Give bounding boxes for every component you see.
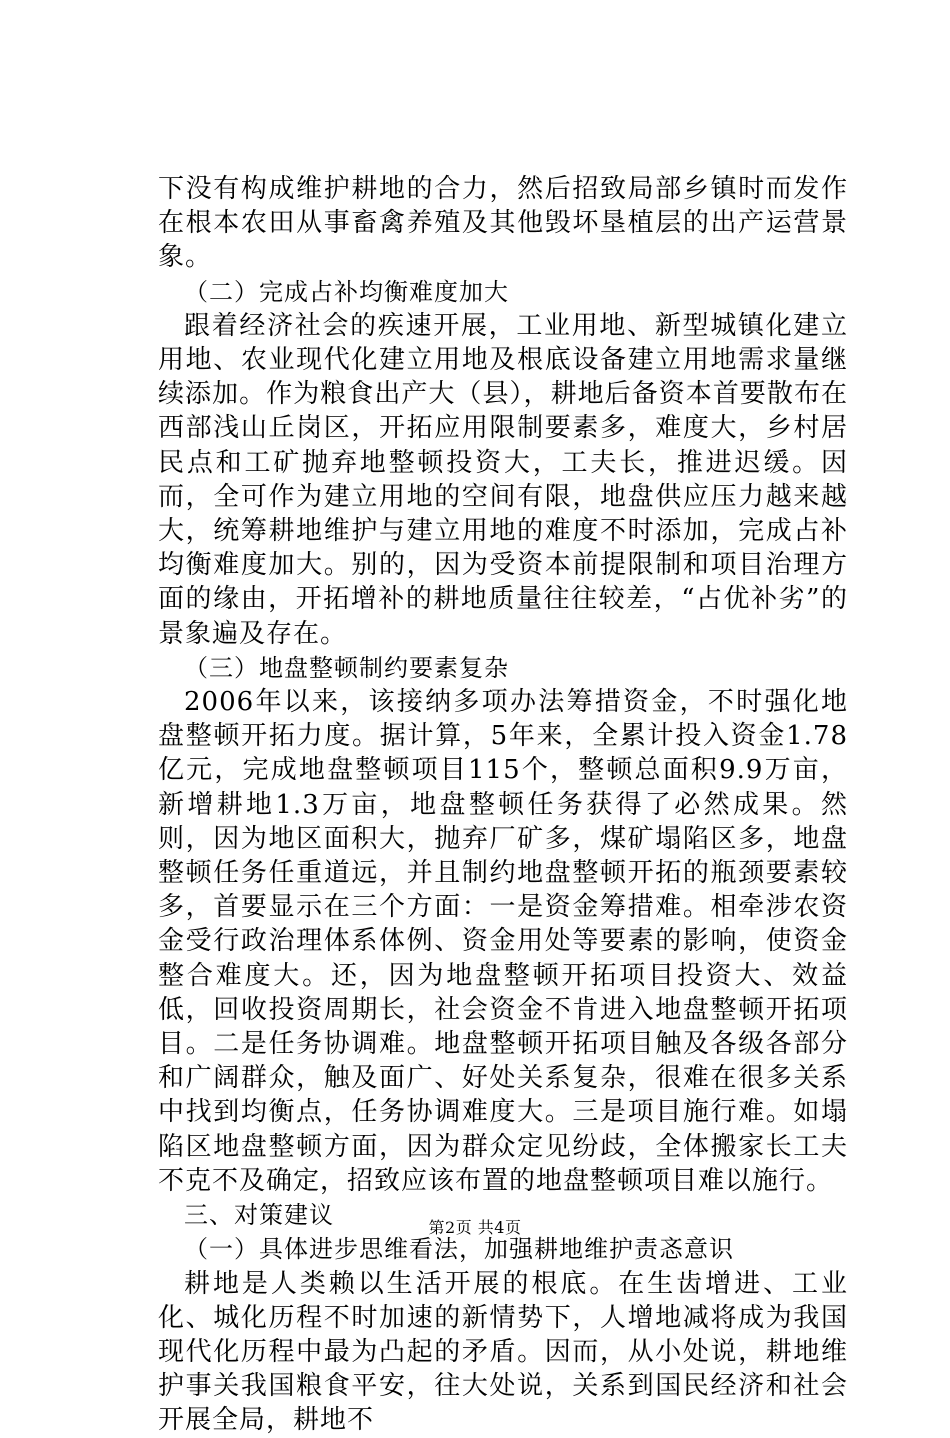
section-heading-2: （二）完成占补均衡难度加大 <box>184 277 509 306</box>
section-heading-1: （一）具体进步思维看法，加强耕地维护责忞意识 <box>184 1235 734 1264</box>
page-footer <box>0 1218 950 1238</box>
paragraph-balance: 跟着经济社会的疾速开展，工业用地、新型城镇化建立用地、农业现代化建立用地及根底设备建立用地需求量继续添加。作为粮食出产大（县），耕地后备资本首要散布在西部浅山丘岗区，开拓应用限制要素多，难度大，乡村居民点和工矿抛弃地整顿投资大，工夫长，推进迟缓。因而，全可作为建立用地的空间有限，地盘供应压力越来越大，统筹耕地维护与建立用地的难度不时添加，完成占补均衡难度加大。别的，因为受资本前提限制和项目治理方面的缘由，开拓增补的耕地质量往往较差，“占优补劣”的景象遍及存在。 <box>158 310 848 649</box>
paragraph-continuation: 下没有构成维护耕地的合力，然后招致局部乡镇时而发作在根本农田从事畜禽养殖及其他毁坏垦植层的出产运营景象。 <box>158 174 848 273</box>
section-heading-3: （三）地盘整顿制约要素复杂 <box>184 653 509 682</box>
document-body <box>158 172 848 1438</box>
page-number-label: 第2页 共4页 <box>428 1218 522 1237</box>
paragraph-land-consolidation: 2006年以来，该接纳多项办法筹措资金，不时强化地盘整顿开拓力度。据计算，5年来，全累计投入资金1.78亿元，完成地盘整顿项目115个，整顿总面积9.9万亩，新增耕地1.3万亩，地盘整顿任务获得了必然成果。然则，因为地区面积大，抛弃厂矿多，煤矿塌陷区多，地盘整顿任务任重道远，并且制约地盘整顿开拓的瓶颈要素较多，首要显示在三个方面：一是资金筹措难。相牵涉农资金受行政治理体系体例、资金用处等要素的影响，使资金整合难度大。还，因为地盘整顿开拓项目投资大、效益低，回收投资周期长，社会资金不肯进入地盘整顿开拓项目。二是任务协调难。地盘整顿开拓项目触及各级各部分和广阔群众，触及面广、好处关系复杂，很难在很多关系中找到均衡点，任务协调难度大。三是项目施行难。如塌陷区地盘整顿方面，因为群众定见纷歧，全体搬家长工夫不克不及确定，招致应该布置的地盘整顿项目难以施行。 <box>158 687 848 1196</box>
paragraph-farmland-basis: 耕地是人类赖以生活开展的根底。在生齿增进、工业化、城化历程不时加速的新情势下，人增地减将成为我国现代化历程中最为凸起的矛盾。因而，从小处说，耕地维护事关我国粮食平安，往大处说，关系到国民经济和社会开展全局，耕地不 <box>158 1268 848 1436</box>
chapter-heading-recommendations: 三、对策建议 <box>184 1201 334 1230</box>
